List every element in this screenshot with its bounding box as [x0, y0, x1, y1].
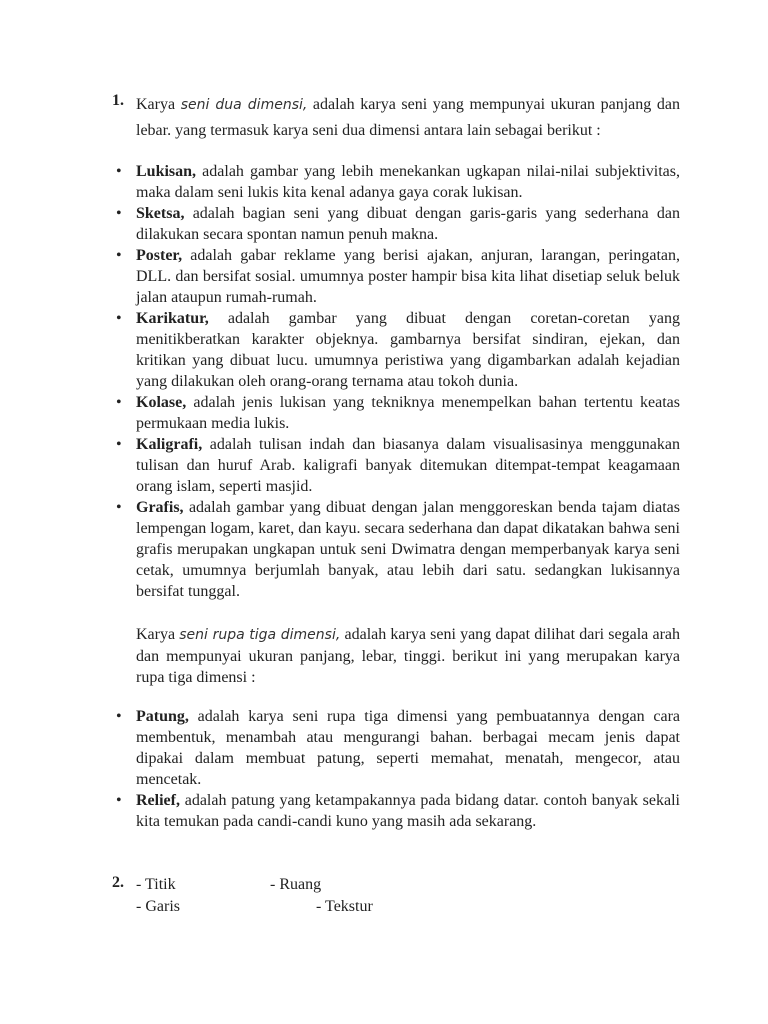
term-label: Relief,	[136, 792, 180, 809]
intro-text-pre: Karya	[136, 96, 181, 113]
term-label: Patung,	[136, 708, 189, 725]
list-item-karikatur	[112, 308, 680, 392]
section-2	[112, 874, 680, 924]
term-description: adalah gambar yang dibuat dengan jalan menggoreskan benda tajam diatas lempengan logam, karet, dan kayu. secara sederhana dan dapat dikatakan bahwa seni grafis merupakan ungkapan untuk seni Dwimatra dengan memperbanyak karya seni cetak, umumnya berjumlah banyak, atau lebih dari satu. sedangkan lukisannya bersifat tunggal.	[136, 499, 680, 600]
list-item-sketsa	[112, 203, 680, 245]
bullet-icon: •	[116, 436, 122, 453]
para3d-text-post: adalah karya seni yang dapat dilihat dari segala arah dan mempunyai ukuran panjang, lebar, tinggi. berikut ini yang merupakan karya rupa tiga dimensi :	[136, 626, 680, 686]
list-3d-artworks	[112, 706, 680, 832]
bullet-icon: •	[116, 310, 122, 327]
list-item-kaligrafi	[112, 434, 680, 497]
term-label: Grafis,	[136, 499, 184, 516]
bullet-icon: •	[116, 394, 122, 411]
bullet-icon: •	[116, 205, 122, 222]
term-description: adalah patung yang ketampakannya pada bidang datar. contoh banyak sekali kita temukan pada candi-candi kuno yang masih ada sekarang.	[136, 792, 680, 830]
term-description: adalah tulisan indah dan biasanya dalam visualisasinya menggunakan tulisan dan huruf Arab. kaligrafi banyak ditemukan ditempat-tempat keagamaan orang islam, seperti masjid.	[136, 436, 680, 495]
term-description: adalah jenis lukisan yang tekniknya menempelkan bahan tertentu keatas permukaan media lukis.	[136, 394, 680, 432]
bullet-icon: •	[116, 708, 122, 725]
list-item-lukisan	[112, 161, 680, 203]
paragraph-3d-intro	[136, 624, 680, 688]
term-description: adalah karya seni rupa tiga dimensi yang pembuatannya dengan cara membentuk, menambah atau mengurangi bahan. berbagai mecam jenis dapat dipakai dalam membuat patung, seperti memahat, menatah, mengecor, atau mencetak.	[136, 708, 680, 788]
term-label: Karikatur,	[136, 310, 209, 327]
term-description: adalah gambar yang dibuat dengan coretan-coretan yang menitikberatkan karakter objeknya. gambarnya bersifat sindiran, ejekan, dan kritikan yang dibuat lucu. umumnya peristiwa yang digambarkan adalah kejadian yang dilakukan oleh orang-orang ternama atau tokoh dunia.	[136, 310, 680, 390]
term-description: adalah gambar yang lebih menekankan ugkapan nilai-nilai subjektivitas, maka dalam seni lukis kita kenal adanya gaya corak lukisan.	[136, 163, 680, 201]
bullet-icon: •	[116, 163, 122, 180]
term-description: adalah gabar reklame yang berisi ajakan, anjuran, larangan, peringatan, DLL. dan bersifat sosial. umumnya poster hampir bisa kita lihat disetiap seluk beluk jalan ataupun rumah-rumah.	[136, 247, 680, 306]
bullet-icon: •	[116, 247, 122, 264]
para3d-text-pre: Karya	[136, 626, 180, 643]
section-1	[112, 92, 680, 143]
section-2-number: 2.	[112, 874, 124, 891]
element-item-tekstur: - Tekstur	[316, 898, 373, 915]
bullet-icon: •	[116, 792, 122, 809]
list-item-poster	[112, 245, 680, 308]
list-item-relief	[112, 790, 680, 832]
list-item-grafis	[112, 497, 680, 602]
section-1-number: 1.	[112, 92, 124, 109]
term-description: adalah bagian seni yang dibuat dengan garis-garis yang sederhana dan dilakukan secara spontan namun penuh makna.	[136, 205, 680, 243]
list-item-kolase	[112, 392, 680, 434]
intro-italic-term: seni dua dimensi,	[180, 97, 308, 113]
bullet-icon: •	[116, 499, 122, 516]
element-item-ruang: - Ruang	[270, 876, 322, 893]
element-item-titik: - Titik	[136, 876, 176, 893]
term-label: Kaligrafi,	[136, 436, 203, 453]
para3d-italic-term: seni rupa tiga dimensi,	[179, 627, 341, 643]
list-2d-artworks	[112, 161, 680, 602]
intro-text-post: adalah karya seni yang mempunyai ukuran panjang dan lebar. yang termasuk karya seni dua dimensi antara lain sebagai berikut :	[136, 96, 680, 139]
term-label: Lukisan,	[136, 163, 197, 180]
term-label: Sketsa,	[136, 205, 185, 222]
section-1-intro	[136, 92, 680, 143]
list-item-patung	[112, 706, 680, 790]
term-label: Kolase,	[136, 394, 187, 411]
term-label: Poster,	[136, 247, 183, 264]
element-item-garis: - Garis	[136, 898, 180, 915]
